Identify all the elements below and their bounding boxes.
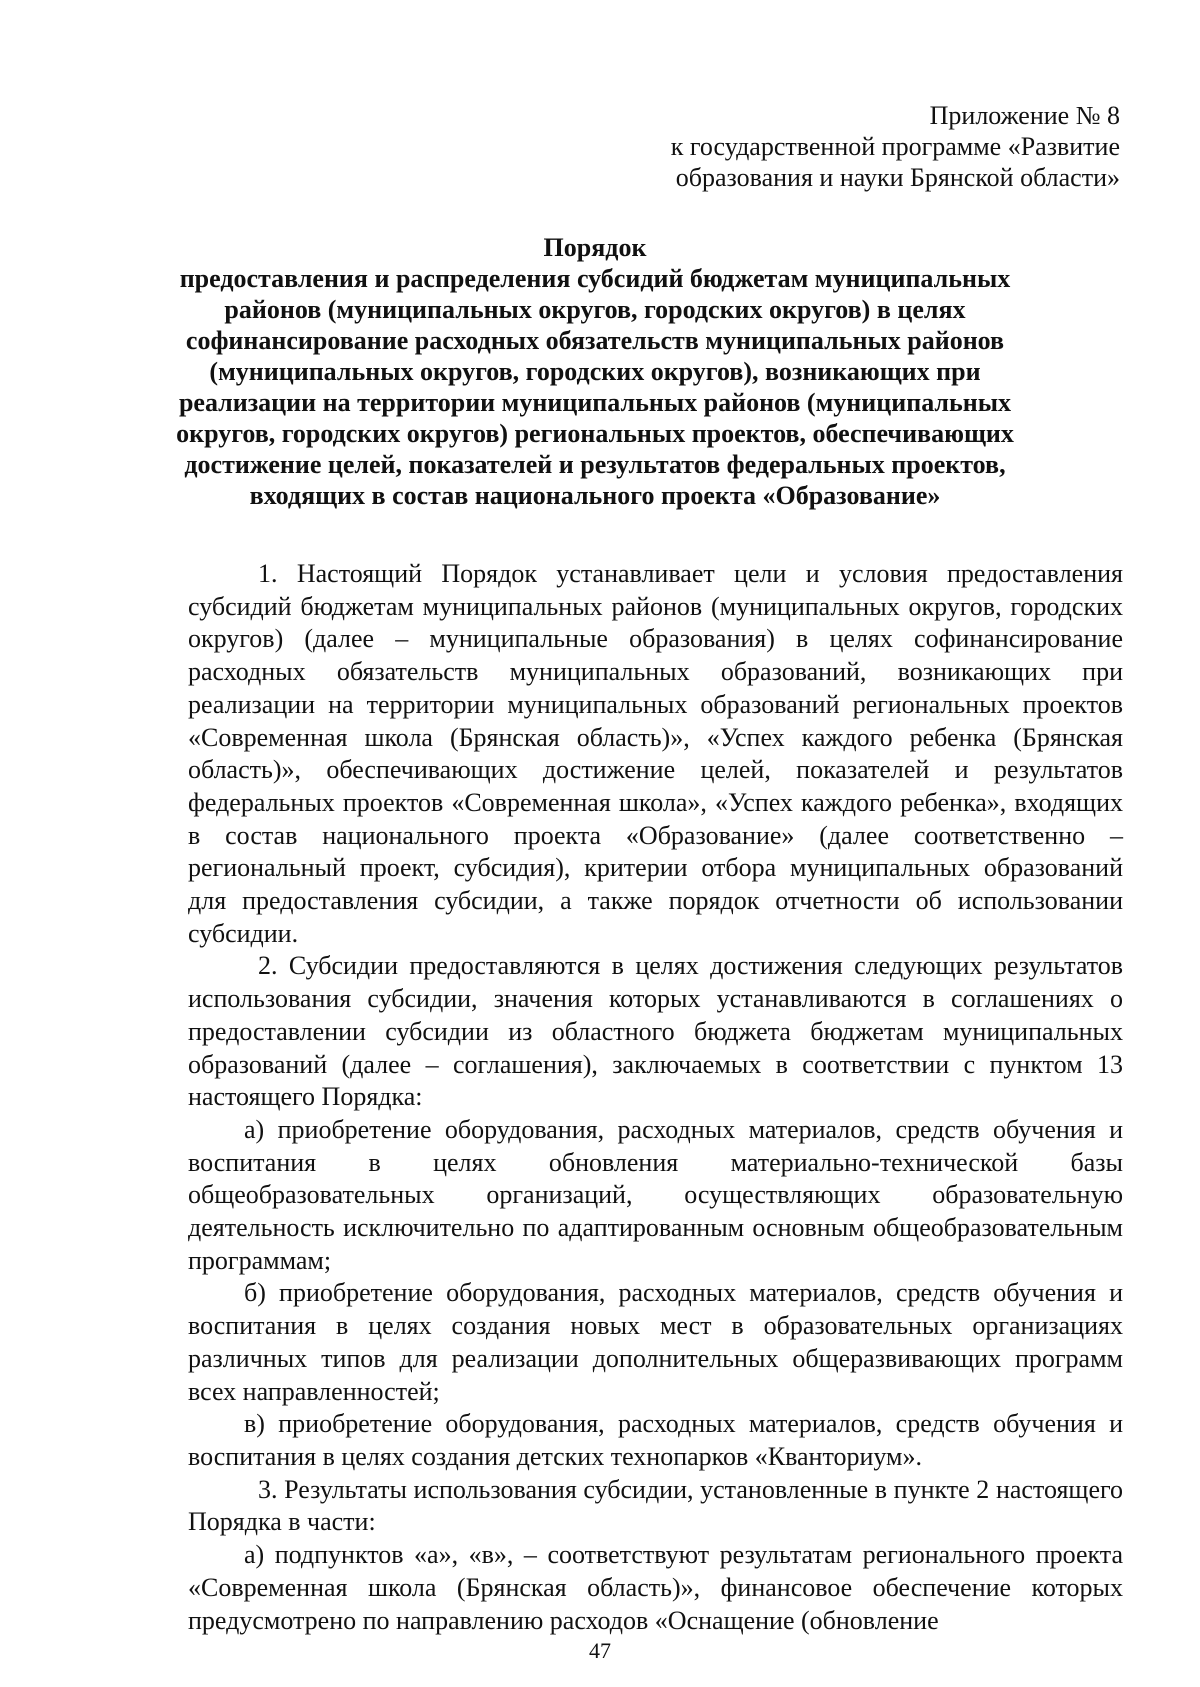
- paragraph-3: 3. Результаты использования субсидии, установленные в пункте 2 настоящего Порядка в части:: [188, 1474, 1123, 1537]
- title-line: районов (муниципальных округов, городских округов) в целях: [224, 295, 966, 324]
- title-line: округов, городских округов) региональных проектов, обеспечивающих: [176, 419, 1014, 448]
- title-line: (муниципальных округов, городских округов), возникающих при: [209, 357, 981, 386]
- page-number: 47: [589, 1638, 611, 1663]
- subparagraph-v: в) приобретение оборудования, расходных материалов, средств обучения и воспитания в целях создания детских технопарков «Кванториум».: [188, 1409, 1123, 1471]
- appendix-program-line: к государственной программе «Развитие: [670, 132, 1120, 161]
- paragraph-1: 1. Настоящий Порядок устанавливает цели и условия предоставления субсидий бюджетам муниципальных районов (муниципальных округов, городских округов) (далее – муниципальные образования) в целях софинансирование расходных обязательств муниципальных образований, возникающих при реализации на территории муниципальных образований региональных проектов «Современная школа (Брянская область)», «Успех каждого ребенка (Брянская область)», обеспечивающих достижение целей, показателей и результатов федеральных проектов «Современная школа», «Успех каждого ребенка», входящих в состав национального проекта «Образование» (далее соответственно – региональный проект, субсидия), критерии отбора муниципальных образований для предоставления субсидии, а также порядок отчетности об использовании субсидии.: [188, 559, 1123, 948]
- title-line: софинансирование расходных обязательств муниципальных районов: [185, 326, 1005, 355]
- title-line: предоставления и распределения субсидий бюджетам муниципальных: [179, 264, 1011, 293]
- subparagraph-b: б) приобретение оборудования, расходных материалов, средств обучения и воспитания в целях создания новых мест в образовательных организациях различных типов для реализации дополнительных общеразвивающих программ всех направленностей;: [188, 1278, 1123, 1406]
- title-line: достижение целей, показателей и результатов федеральных проектов,: [184, 450, 1006, 479]
- title-line: реализации на территории муниципальных районов (муниципальных: [178, 388, 1012, 417]
- subparagraph-a: а) приобретение оборудования, расходных материалов, средств обучения и воспитания в целях обновления материально-технической базы общеобразовательных организаций, осуществляющих образовательную деятельность исключительно по адаптированным основным общеобразовательным программам;: [188, 1114, 1123, 1275]
- paragraph-3-subparagraph-a: а) подпунктов «а», «в», – соответствуют результатам регионального проекта «Современная школа (Брянская область)», финансовое обеспечение которых предусмотрено по направлению расходов «Оснащение (обновление: [188, 1540, 1123, 1635]
- document-title: [160, 232, 1030, 511]
- appendix-program-name: образования и науки Брянской области»: [675, 163, 1120, 192]
- title-line: входящих в состав национального проекта «Образование»: [249, 481, 941, 510]
- appendix-header: [560, 100, 1120, 193]
- title-heading: Порядок: [543, 233, 647, 262]
- paragraph-2: 2. Субсидии предоставляются в целях достижения следующих результатов использования субсидии, значения которых устанавливаются в соглашениях о предоставлении субсидии из областного бюджета бюджетам муниципальных образований (далее – соглашения), заключаемых в соответствии с пунктом 13 настоящего Порядка:: [188, 951, 1123, 1112]
- appendix-number: Приложение № 8: [929, 101, 1120, 130]
- document-body: [188, 558, 1123, 1637]
